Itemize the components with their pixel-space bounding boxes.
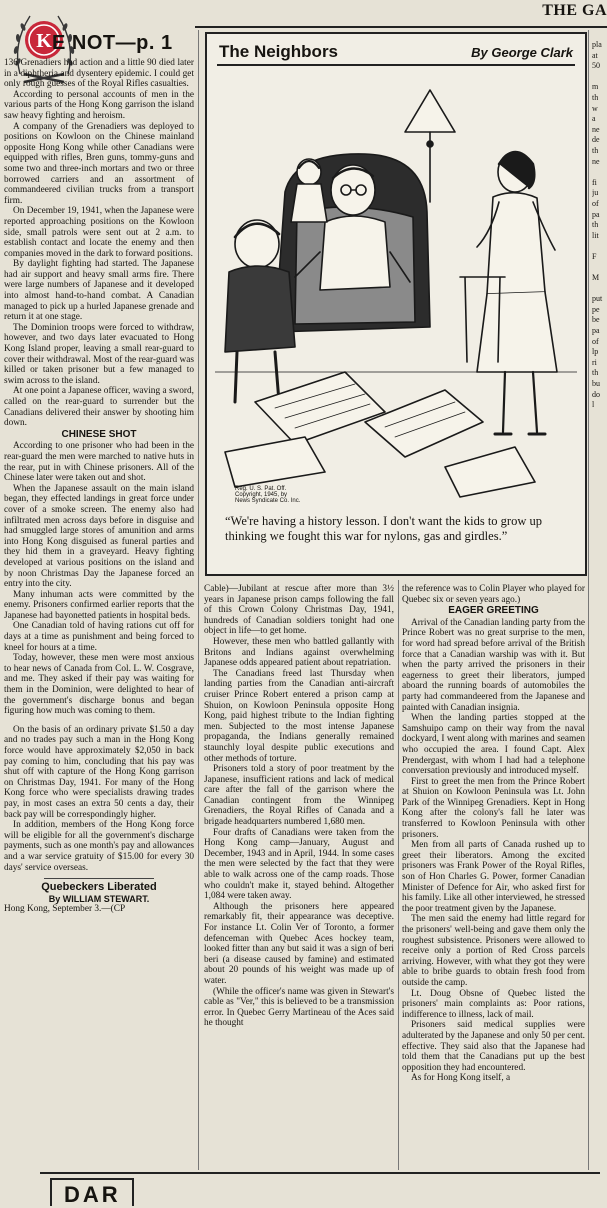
fragment-line: pla xyxy=(592,40,602,49)
article-column-1 xyxy=(4,58,194,1170)
article-paragraph: When the Japanese assault on the main island began, they effected landings in great force under cover of a smoke screen. The enemy also had infiltrated men across days before in disguise and had smuggled large stores of amunition and arms into Hong Kong disguised as funeral parties and they hid them in a graveyard. Heavy fighting developed at various positions on the island and by noon Christmas Day the Japanese forced an entry into the city. xyxy=(4,483,194,590)
fragment-line: ne xyxy=(592,124,600,134)
ad-text: DAR xyxy=(64,1182,121,1207)
article-paragraph: As for Hong Kong itself, a xyxy=(411,1073,511,1084)
sidebar-headline: Quebeckers Liberated xyxy=(41,881,157,894)
fragment-line: do xyxy=(592,389,600,399)
logo-letter: K xyxy=(36,30,52,52)
article-paragraph: By daylight fighting had started. The Japanese had air support and heavy small arms fire. There were large numbers of Japanese and it developed into almost hand-to-hand combat. A Canadian managed to pick up a hurled Japanese grenade and return it at one stage. xyxy=(4,259,194,323)
article-paragraph: Today, however, these men were most anxious to hear news of Canada from Col. L. W. Cosgrave, and me. They asked if their pay was waiting for them in the Dominion, were delighted to hear of the government's discharge bonus and began figuring how much was coming to them. xyxy=(4,653,194,717)
cartoon-panel xyxy=(205,32,587,576)
fragment-line: th xyxy=(592,368,599,378)
fragment-line xyxy=(592,72,607,83)
bottom-ad-fragment xyxy=(40,1172,600,1207)
fragment-line: a xyxy=(592,114,596,124)
column-rule-2 xyxy=(398,580,399,1170)
article-paragraph: First to greet the men from the Prince Robert at Shuion on Kowloon Peninsula was Lt. John Park of the Winnipeg Grenadiers. Kept in Hong Kong after the colony's fall he later was transferred to Kowloon Peninsula with other prisoners. xyxy=(402,776,585,840)
headline: E NOT—p. 1 xyxy=(52,32,173,54)
cartoon-author: By George Clark xyxy=(471,45,573,60)
article-paragraph: Lt. Doug Obsne of Quebec listed the prisoners' main complaints as: Poor rations, indifference to illness, lack of mail. xyxy=(402,988,585,1020)
article-paragraph: Four drafts of Canadians were taken from the Hong Kong camp—January, August and December, 1943 and in April, 1944. In some cases the men were selected by the fact that they were able to walk across one of the camp roads. Those who couldn't make it, stayed behind. Altogether 1,084 were taken away. xyxy=(204,827,394,902)
fragment-line: th xyxy=(592,92,599,102)
fragment-line: th xyxy=(592,220,599,230)
col3-top-paragraphs xyxy=(402,584,585,605)
fragment-line: F xyxy=(592,251,597,261)
subhead-eager-greeting: EAGER GREETING xyxy=(448,605,539,617)
fragment-line: bu xyxy=(592,379,600,388)
article-paragraph: Prisoners said medical supplies were adulterated by the Japanese and only 50 per cent. effective. They said also that the Japanese had told them that the Canadians put up the best opposition they had encountered. xyxy=(402,1020,585,1073)
top-rule xyxy=(195,26,607,28)
article-paragraph: the reference was to Colin Player who played for Quebec six or seven years ago.) xyxy=(402,584,585,605)
fragment-line: l xyxy=(592,400,595,410)
column-rule-1 xyxy=(198,30,199,1170)
article-paragraph: However, these men who battled gallantly with Britons and Indians against overwhelming Japanese odds appeared patient about repatriation. xyxy=(204,636,394,669)
article-paragraph: A company of the Grenadiers was deployed to positions on Kowloon on the Chinese mainland opposite Hong Kong while other Canadians were equipped with rifles, Bren guns, tommy-guns and some two and three-inch mortars and two or three borrowed carriers and an assortment of commandeered civilian trucks from a transport firm. xyxy=(4,121,194,206)
article-paragraph: One Canadian told of having rations cut off for days at a time as punishment and being forced to kneel for hours at a time. xyxy=(4,621,194,653)
sidebar-dateline: Hong Kong, September 3.—(CP xyxy=(4,904,126,915)
article-paragraph: 136 Grenadiers had action and a little 90 died later in a diphtheria and dysentery epidemic. I could get only rough guesses of the Royal Rifles casualties. xyxy=(4,58,194,90)
article-paragraph: The Dominion troops were forced to withdraw, however, and two days later evacuated to Hong Kong Island proper, leaving a small rear-guard to cover their withdrawal. Most of the rear-guard was killed or taken prisoner but a few managed to swim across to the island. xyxy=(4,322,194,386)
article-paragraph: According to personal accounts of men in the various parts of the Hong Kong garrison the island saw heavy fighting and heroism. xyxy=(4,89,194,121)
fragment-line xyxy=(592,262,607,273)
article-paragraph: Although the prisoners here appeared remarkably fit, their appearance was deceptive. For instance Lt. Colin Ver of Toronto, a former defenceman with Quebec Aces hockey team, looked fitter than any but said it was a sign of beri beri (a disease caused by famine) and estimated about 20 pounds of his weight was made up of water. xyxy=(204,901,394,986)
article-paragraph: On the basis of an ordinary private $1.50 a day and no trades pay such a man in the Hong Kong force would have approximately $2,050 in back pay coming to him, concluding that his pay was shut off with capture of the Hong Kong garrison on Christmas Day, 1941. For many of the Hong Kong force who were specialists drawing trades pay, in most cases an extra 50 cents a day, their back pay will be correspondingly higher. xyxy=(4,724,194,820)
fragment-line: put xyxy=(592,294,603,304)
fragment-line: of xyxy=(592,198,599,208)
fragment-line: lit xyxy=(592,230,599,240)
fragment-line: pa xyxy=(592,209,600,219)
article-paragraph: (While the officer's name was given in Stewart's cable as "Ver," this is believed to be a transmission error. In Quebec Gerry Martineau of the Aces said he thought xyxy=(204,986,394,1029)
article-paragraph: According to one prisoner who had been in the rear-guard the men were marched to native huts in the rear, put in with Chinese prisoners. All of the Chinese later were taken out and shot. xyxy=(4,441,194,484)
sidebar-byline: By WILLIAM STEWART. xyxy=(48,893,150,904)
col1-top-paragraphs xyxy=(4,58,194,429)
article-paragraph: Men from all parts of Canada rushed up to greet their liberators. Among the excited prisoners was Frank Power of the Royal Rifles, son of Hon Charles G. Power, former Canadian Minister of Defence for Air, who asked first for his family. Like all other interviewed, he stressed the poor treatment given by the Japanese. xyxy=(402,840,585,914)
masthead: THE GA xyxy=(542,2,607,19)
article-paragraph: On December 19, 1941, when the Japanese were reported approaching positions on the Kowloon side, small patrols were sent out at 2 a.m. to establish contact and locate the enemy and then companies moved in the dark to forward positions. xyxy=(4,206,194,259)
fragment-line: th xyxy=(592,145,599,155)
column-rule-3 xyxy=(588,30,589,1170)
fragment-line: w xyxy=(592,103,598,113)
article-paragraph: Prisoners told a story of poor treatment by the Japanese, insufficient rations and lack of medical care after the fall of the garrison where the Canadian contingent from the Winnipeg Grenadiers, the Royal Rifles of Canada and a brigade headquarters numbered 1,680 men. xyxy=(204,764,394,828)
fragment-line xyxy=(592,167,607,178)
cartoon-title: The Neighbors xyxy=(219,42,339,61)
col2-paragraphs xyxy=(204,584,394,1029)
article-paragraph: Arrival of the Canadian landing party from the Prince Robert was no great surprise to the men, for word had spread before arrival of the British force that a Canadian warship was with it. But when the party arrived the prisoners in their eagerness to greet their liberators, jumped aboard the running boards of automobiles the party had commandeered from the Japanese and painted with Canadian insignia. xyxy=(402,617,585,713)
cartoon-illustration xyxy=(215,72,577,506)
fragment-line: pe xyxy=(592,304,600,314)
article-column-2 xyxy=(204,584,394,1170)
article-paragraph: The men said the enemy had little regard for the prisoners' well-being and gave them only the roughest subsistence. Prisoners were allowed to receive only a portion of Red Cross parcels arriving. However, with what they got they were able to bribe guards to obtain fresh food from outside the camp. xyxy=(402,914,585,988)
fragment-line: of xyxy=(592,336,599,346)
article-column-3 xyxy=(402,584,585,1170)
col1-bottom-paragraphs xyxy=(4,441,194,873)
fragment-line: be xyxy=(592,315,600,325)
cartoon-copyright: Reg. U. S. Pat. Off. Copyright, 1945, by News Syndicate Co. Inc. xyxy=(235,486,301,504)
fragment-line: ri xyxy=(592,357,597,367)
fragment-line: lp xyxy=(592,347,599,357)
fragment-line: de xyxy=(592,135,600,145)
article-paragraph: When the landing parties stopped at the Samshuipo camp on their way from the naval dockyard, I went along with marines and seamen who occupied the area. I found Capt. Alex Prendergast, with whom I had had a telephone conversation previously and introduced myself. xyxy=(402,713,585,777)
fragment-line: M xyxy=(592,273,600,283)
article-paragraph: In addition, members of the Hong Kong force will be eligible for all the government's discharge payments, such as one month's pay and allowances and a war service gratuity of $15.00 for every 30 days' service overseas. xyxy=(4,820,194,873)
adjacent-column-fragment xyxy=(592,40,607,411)
article-paragraph: Cable)—Jubilant at rescue after more than 3½ years in Japanese prison camps following the fall of this Crown Colony Christmas Day, 1941, hundreds of Canadian soldiers tonight had one object in life—to get home. xyxy=(204,584,394,637)
fragment-line: 50 xyxy=(592,61,600,71)
article-paragraph: At one point a Japanese officer, waving a sword, called on the rear-guard to surrender but the Canadians delivered their answer by shooting him down. xyxy=(4,386,194,429)
cartoon-caption: “We're having a history lesson. I don't want the kids to grow up thinking we fought this war for nylons, gas and girdles.” xyxy=(225,514,542,543)
fragment-line: at xyxy=(592,50,598,60)
fragment-line: ne xyxy=(592,156,600,166)
fragment-line: pa xyxy=(592,326,600,336)
article-paragraph: Many inhuman acts were committed by the enemy. Prisoners confirmed earlier reports that the Japanese had bayonetted patients in hospital beds. xyxy=(4,589,194,621)
col3-bottom-paragraphs xyxy=(402,618,585,1084)
article-paragraph: The Canadians freed last Thursday when landing parties from the Canadian anti-aircraft cruiser Prince Robert entered a prison camp at Shuion, on Kowloon Peninsula opposite Hong Kong, paid highest tribute to the Indian fighting men. Subjected to the most intense Japanese propaganda, the Indians generally remained staunchly loyal despite public executions and other methods of torture. xyxy=(204,668,394,764)
subhead-chinese-shot: CHINESE SHOT xyxy=(61,428,137,440)
fragment-line: m xyxy=(592,82,599,92)
fragment-line xyxy=(592,284,607,295)
fragment-line xyxy=(592,241,607,252)
fragment-line: fi xyxy=(592,177,597,187)
fragment-line: ju xyxy=(592,188,599,198)
